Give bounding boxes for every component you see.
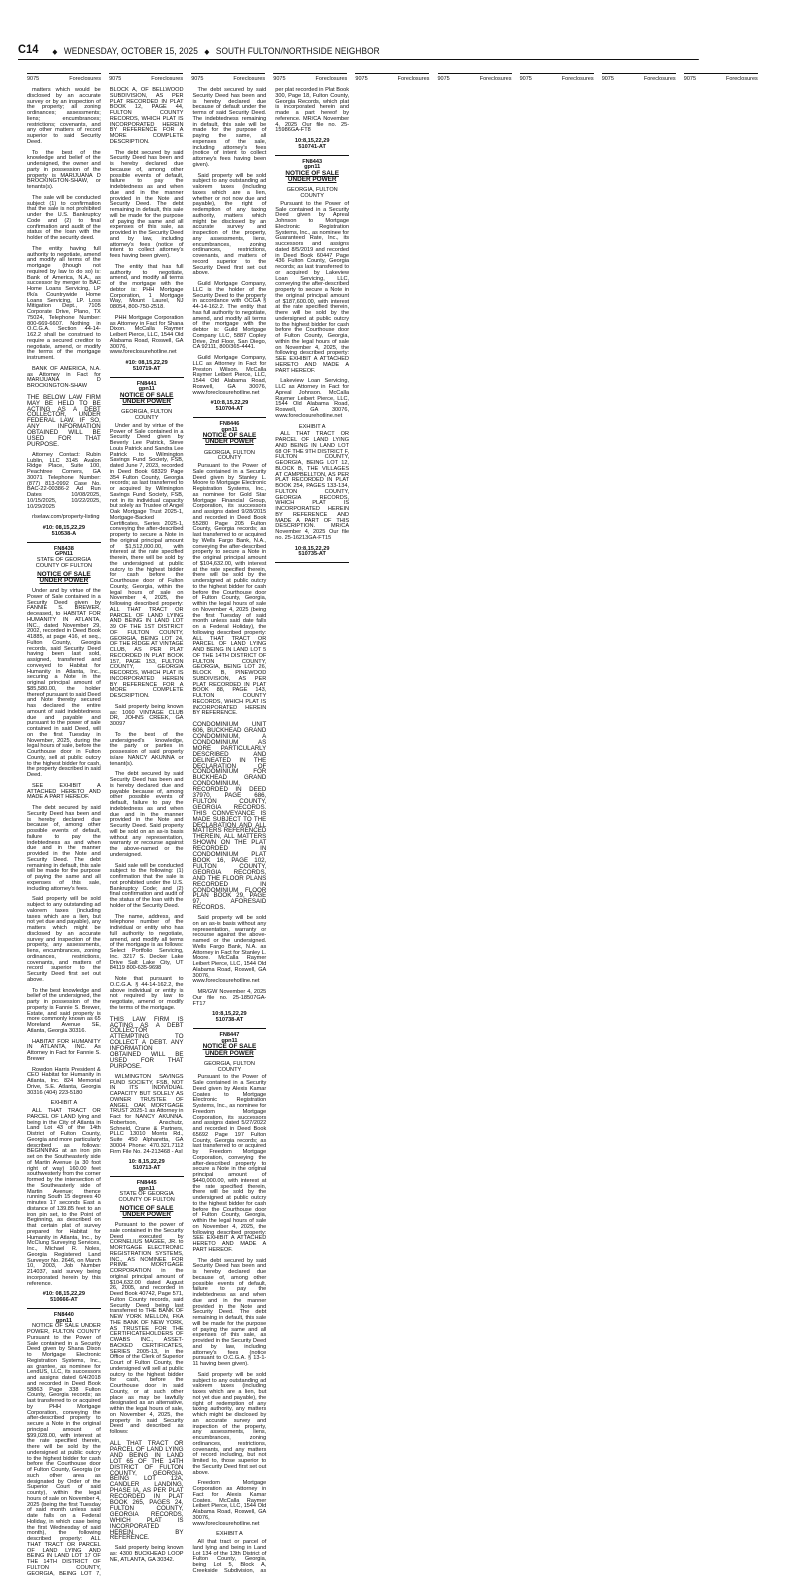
run-code: 510704-AT <box>215 406 244 412</box>
notice-paragraph: matters which would be disclosed by an accurate survey or by an inspection of the property; all zoning ordinances; assessments; liens; encumbrances; restrictions; covenants, and any other matters of record superior to said Security Deed. <box>27 87 101 145</box>
notice-paragraph: ALL THAT TRACT OR PARCEL OF LAND LYING AND BEING IN LAND LOT 65 OF THE 14TH DISTRICT OF FULTON COUNTY, GEORGIA, BEING LOT 12A, CANDLER LANDING, PHASE IA, AS PER PLAT RECORDED IN PLAT BOOK 265, PAGES 24, FULTON COUNTY, GEORGIA RECORDS, WHICH PLAT IS INCORPORATED HEREIN BY REFERENCE. <box>109 1439 184 1542</box>
notice-paragraph: EXHIBIT A <box>216 1531 243 1538</box>
notice-paragraph: GEORGIA, FULTON COUNTY <box>121 409 173 422</box>
column-header <box>273 73 347 82</box>
notice-paragraph: GEORGIA, FULTON COUNTY <box>286 187 338 200</box>
notice-paragraph: The entity that has full authority to negotiate, amend, and modify all terms of the mortgage with the debtor is: PHH Mortgage Corporation, 1 Mortgage Way, Mount Laurel, NJ 08054, 800-750-2518. <box>109 263 184 310</box>
legal-notice <box>193 422 267 1029</box>
page-number: C14 <box>18 42 39 56</box>
notice-paragraph: Pursuant to the power of sale contained in the Security Deed executed by CORNELIUS MAGEE, JR. to MORTGAGE ELECTRONIC REGISTRATION SYSTEMS, INC., AS NOMINEE FOR PRIME MORTGAGE CORPORATION in the original principal amount of $104,632.00 dated August 26, 2005, and recorded in Deed Book 40742, Page 571, Fulton County records, said Security Deed being last transferred to THE BANK OF NEW YORK MELLON, FKA THE BANK OF NEW YORK, AS TRUSTEE FOR THE CERTIFICATEHOLDERS OF CWABS INC., ASSET-BACKED CERTIFICATES, SERIES 2005-13, in the Office of the Clerk of Superior Court of Fulton County, the undersigned will sell at public outcry to the highest bidder for cash, before the Courthouse door in said County, or at such other place as may be lawfully designated as an alternative, within the legal hours of sale, on November 4, 2025, the property in said Security Deed and described as follows: <box>109 1222 184 1436</box>
notice-title: NOTICE OF SALE UNDER POWER <box>202 432 257 446</box>
column-header <box>191 73 265 82</box>
notice-paragraph: GEORGIA, FULTON COUNTY <box>203 1060 255 1073</box>
legal-notice <box>110 382 184 1177</box>
notice-paragraph: The debt secured by said Security Deed has been and is hereby declared due because of, among other possible events of default, failure to pay the indebtedness as and when due and in the manner provided in the Note and Security Deed. The debt remaining in default, this sale will be made for the purpose of paying the same and all expenses of this sale, including attorney's fees. <box>27 805 101 892</box>
legal-notice <box>27 88 101 543</box>
notice-id: FN8447 <box>219 1031 240 1038</box>
legal-notice <box>275 160 349 564</box>
classification-code: 9075 <box>601 76 614 82</box>
run-code: 10:8,15,22,29 <box>294 138 330 144</box>
foreclosure-notices <box>27 88 763 1578</box>
classification-code: 9075 <box>355 76 368 82</box>
classification-code: 9075 <box>273 76 286 82</box>
diamond-separator-icon: ◆ <box>204 49 210 56</box>
notice-paragraph: The debt secured by said Security Deed has been and is hereby declared due because of, among other possible events of default, failure to pay the indebtedness as and when due and in the manner provided in the Note and Security Deed. The debt remaining in default, this sale will be made for the purpose of paying the same and all expenses of this sale, as provided in the Security Deed and by law, including attorney's fees (notice pursuant to O.C.G.A. § 13-1-11 having been given). <box>192 1257 267 1368</box>
classification-label: Foreclosures <box>233 76 266 82</box>
notice-paragraph: WILMINGTON SAVINGS FUND SOCIETY, FSB, NOT IN ITS INDIVIDUAL CAPACITY BUT SOLELY AS OWNER TRUSTEE OF ANGEL OAK MORTGAGE TRUST 2025-1 as Attorney in Fact for NANCY AKUNNA. Robertson, Anschutz, Schneid, Crane & Partners, PLLC 13010 Morris Rd., Suite 450 Alpharetta, GA 30004 Phone: 470.321.7112 Firm File No. 24-213468 - AsI <box>109 1073 184 1155</box>
run-code: #10: 08,15,22,29 <box>42 525 86 532</box>
notice-id: gpn11 <box>221 426 238 433</box>
notice-title: NOTICE OF SALE UNDER POWER <box>119 392 174 406</box>
notice-paragraph: The entity having full authority to negotiate, amend and modify all terms of the mortgage (though not required by law to do so) is: Bank of America, N.A., as successor by merger to BAC Home Loans Servicing, LP f/k/a Countrywide Home Loans Servicing, LP. Loss Mitigation Dept., 7105 Corporate Drive, Plano, TX 75024, Telephone Number: 800-669-6607. Nothing in O.C.G.A. Section 44-14-162.2 shall be construed to require a secured creditor to negotiate, amend, or modify the terms of the mortgage instrument. <box>27 245 101 361</box>
notice-id: FN8438 <box>53 545 74 552</box>
run-code: 510666-AT <box>50 1297 78 1304</box>
run-code: 510538-A <box>51 530 77 537</box>
notice-id: gpn11 <box>55 1317 72 1324</box>
notice-paragraph: The debt secured by said Security Deed has been and is hereby declared due and payable because of, among other possible events of default, failure to pay the indebtedness as and when due and in the manner provided in the Note and Security Deed. Said property will be sold on an as-is basis without any representation, warranty or recourse against the above-named or the undersigned. <box>109 771 184 858</box>
notice-paragraph: THIS LAW FIRM IS ACTING AS A DEBT COLLECTOR ATTEMPTING TO COLLECT A DEBT. ANY INFORMATION OBTAINED WILL BE USED FOR THAT PURPOSE. <box>109 1015 184 1070</box>
notice-paragraph: rlselaw.com/property-listing <box>32 514 100 521</box>
run-code: 10: 8,15,22,29 <box>128 1159 165 1166</box>
classification-code: 9075 <box>27 76 40 82</box>
notice-paragraph: ALL THAT TRACT OR PARCEL OF LAND LYING AND BEING IN LAND LOT 68 OF THE 9TH DISTRICT F, FULTON COUNTY, GEORGIA, BEING LOT 12, BLOCK B, THE VILLAGES AT CAMPBELLTON, AS PER PLAT RECORDED IN PLAT BOOK 254, PAGES 133-134, FULTON COUNTY, GEORGIA RECORDS, WHICH PLAT IS INCORPORATED HEREIN BY REFERENCE AND MADE A PART OF THIS DESCRIPTION. MR/CA November 4, 2025 Our file no. 25-16213GA-FT15 <box>275 431 350 541</box>
column-header <box>27 73 101 82</box>
run-code: 510713-AT <box>132 1165 161 1172</box>
notice-id: FN8440 <box>53 1311 74 1318</box>
classification-label: Foreclosures <box>315 76 348 82</box>
notice-paragraph: Said property being known as: 4300 BUCKHEAD LOOP NE, ATLANTA, GA 30342. <box>109 1545 184 1563</box>
notice-paragraph: To the best of the undersigned's knowledge, the party or parties in possession of said property is/are NANCY AKUNNA or tenant(s). <box>109 731 184 767</box>
classification-label: Foreclosures <box>561 76 594 82</box>
classification-code: 9075 <box>683 76 697 82</box>
column-header <box>520 73 594 82</box>
classification-code: 9075 <box>437 76 450 82</box>
notice-paragraph: The debt secured by said Security Deed has been and is hereby declared due because of, among other possible events of default, failure to pay the indebtedness as and when due and in the manner provided in the Note and Security Deed. The debt remaining in default, this sale will be made for the purpose of paying the same and all expenses of this sale, as provided in the Security Deed and by law, including attorney's fees (notice of intent to collect attorney's fees having been given). <box>109 149 184 259</box>
notice-paragraph: ALL THAT TRACT OR PARCEL OF LAND lying and being in the City of Atlanta in Land Lot 43 of the 14th District of Fulton County, Georgia and more particularly described as follows: BEGINNING at an iron pin set on the Southeasterly side of Martin Avenue (a 30 foot right of way) 160.00 feet southwesterly from the corner formed by the intersection of the Southeasterly side of Martin Avenue; thence running South 15 degrees 40 minutes 17 seconds East a distance of 139.85 feet to an iron pin set, to the Point of Beginning, as described on that certain plat of survey prepared for Habitat for Humanity in Atlanta, Inc., by McClung Surveying Services, Inc., Michael R. Noles, Georgia Registered Land Surveyor No. 2646, on March 10, 2003, Job Number 214037, said survey being incorporated herein by this reference. <box>27 1108 101 1287</box>
notice-paragraph: NOTICE OF SALE UNDER POWER, FULTON COUNTY Pursuant to the Power of Sale contained in a Security Deed given by Shana Dixon to Mortgage Electronic Registration Systems, Inc., as grantee, as nominee for LendUS, LLC, its successors and assigns dated 6/4/2018 and recorded in Deed Book 58863 Page 338 Fulton County, Georgia records; as last transferred to or acquired by PHH Mortgage Corporation, conveying the after-described property to secure a Note in the original principal amount of $99,028.00, with interest at the rate specified therein, there will be sold by the undersigned at public outcry to the highest bidder for cash before the Courthouse door of Fulton County, Georgia (or such other area as designated by Order of the Superior Court of said county), within the legal hours of sale on November 4, 2025 (being the first Tuesday of said month unless said date falls on a Federal Holiday, in which case being the first Wednesday of said month), the following described property: ALL THAT TRACT OR PARCEL OF LAND LYING AND BEING IN LAND LOT 17 OF THE 14TH DISTRICT OF FULTON COUNTY, GEORGIA, BEING LOT 7, BLOCK A, OF BELLWOOD SUBDIVISION, AS PER PLAT RECORDED IN PLAT BOOK 12, PAGE 44, FULTON COUNTY RECORDS, WHICH PLAT IS INCORPORATED HEREIN BY REFERENCE FOR A MORE COMPLETE DESCRIPTION. <box>27 87 184 1577</box>
notice-paragraph: Said property will be sold subject to any outstanding ad valorem taxes (including taxes which are a lien, but not yet due and payable), any matters which might be disclosed by an accurate survey and inspection of the property, any assessments, liens, encumbrances, zoning ordinances, restrictions, covenants, and matters of record superior to the Security Deed first set out above. <box>27 896 101 983</box>
notice-id: FN8445 <box>136 1179 157 1186</box>
column-header <box>602 73 676 82</box>
notice-paragraph: Under and by virtue of the Power of Sale contained in a Security Deed given by Beverly Lee Patrick, Steve Louis Patrick and Sandra Lee Patrick to Wilmington Savings Fund Society, FSB, dated June 7, 2023, recorded in Deed Book 68329 Page 354 Fulton County, Georgia records; as last transferred to or acquired by Wilmington Savings Fund Society, FSB, not in its individual capacity but solely as Trustee of Angel Oak Mortgage Trust 2025-1, Mortgage-Backed Certificates, Series 2025-1, conveying the after-described property to secure a Note in the original principal amount of $1,512,000.00, with interest at the rate specified therein, there will be sold by the undersigned at public outcry to the highest bidder for cash before the Courthouse door of Fulton County, Georgia, within the legal hours of sale on November 4, 2025, the following described property: ALL THAT TRACT OR PARCEL OF LAND LYING AND BEING IN LAND LOT 39 OF THE 1ST DISTRICT OF FULTON COUNTY, GEORGIA, BEING LOT 24, OF THE RIDGE AT VINTAGE CLUB, AS PER PLAT RECORDED IN PLAT BOOK 157, PAGE 153, FULTON COUNTY, GEORGIA RECORDS, WHICH PLAT IS INCORPORATED HEREIN BY REFERENCE FOR A MORE COMPLETE DESCRIPTION. <box>109 422 184 700</box>
classification-label: Foreclosures <box>726 76 758 82</box>
notice-title: NOTICE OF SALE UNDER POWER <box>285 170 339 184</box>
publication-date: WEDNESDAY, OCTOBER 15, 2025 <box>63 46 198 56</box>
notice-paragraph: To the best knowledge and belief of the undersigned, the party in possession of the property is Fannie S. Brewer, Estate, and said property is more commonly known as 65 Moreland Avenue SE, Atlanta, Georgia 30316. <box>27 987 101 1034</box>
classification-label: Foreclosures <box>643 76 676 82</box>
run-code: 510738-AT <box>215 1017 244 1024</box>
notice-paragraph: Pursuant to the Power of Sale contained in a Security Deed given by Alexis Kamar Coates to Mortgage Electronic Registration Systems, Inc., as nominee for Freedom Mortgage Corporation, its successors and assigns dated 5/27/2022 and recorded in Deed Book 65692 Page 197 Fulton County, Georgia records; as last transferred to or acquired by Freedom Mortgage Corporation, conveying the after-described property to secure a Note in the original principal amount of $440,000.00, with interest at the rate specified therein, there will be sold by the undersigned at public outcry to the highest bidder for cash before the Courthouse door of Fulton County, Georgia, within the legal hours of sale on November 4, 2025, the following described property: SEE EXHIBIT A ATTACHED HERETO AND MADE A PART HEREOF. <box>192 1074 267 1253</box>
run-code: 10:8,15,22,29 <box>212 1011 247 1018</box>
notice-paragraph: Under and by virtue of the Power of Sale contained in a Security Deed given by FANNIE S. BREWER, deceased, to HABITAT FOR HUMANITY IN ATLANTA, INC., dated November 29, 2002, recorded in Deed Book 41885, at page 416, et seq., Fulton County, Georgia records, said Security Deed having been last sold, assigned, transferred and conveyed to Habitat for Humanity in Atlanta, Inc., securing a Note in the original principal amount of $85,580.00, the holder thereof pursuant to said Deed and Note thereby secured has declared the entire amount of said indebtedness due and payable and pursuant to the power of sale contained in said Deed, will on the first Tuesday in November, 2025, during the legal hours of sale, before the Courthouse door in Fulton County, sell at public outcry to the highest bidder for cash, the property described in said Deed. <box>27 588 101 779</box>
notice-id: gpn11 <box>304 164 321 171</box>
notice-paragraph: Attorney Contact: Rubin Lublin, LLC 3145 Avalon Ridge Place, Suite 100, Peachtree Corners, GA 30071 Telephone Number: (877) 813-0992 Case No. BAC-22-00386-2 Ad Run Dates 10/08/2025, 10/15/2025, 10/22/2025, 10/29/2025 <box>27 451 101 510</box>
notice-paragraph: Rowdon Harris President & CEO Habitat for Humanity in Atlanta, Inc. 824 Memorial Drive, S.E. Atlanta, Georgia 30316 (404) 223-5180 <box>27 1066 101 1096</box>
run-code: 510719-AT <box>132 365 161 372</box>
notice-paragraph: STATE OF GEORGIA COUNTY OF FULTON <box>118 1191 175 1204</box>
classification-label: Foreclosures <box>479 76 512 82</box>
classification-code: 9075 <box>191 76 204 82</box>
classification-code: 9075 <box>519 76 532 82</box>
run-code: #10: 08,15,22,29 <box>42 1291 86 1298</box>
notice-id: GPN11 <box>54 551 73 558</box>
notice-title: NOTICE OF SALE UNDER POWER <box>202 1043 257 1057</box>
notice-paragraph: Guild Mortgage Company, LLC is the holder of the Security Deed to the property in accordance with OCGA § 44-14-162.2. The entity that has full authority to negotiate, amend, and modify all terms of the mortgage with the debtor is: Guild Mortgage Company LLC, 5887 Copley Drive, 2nd Floor, San Diego, CA 92111, 800/365-4441. <box>192 281 267 351</box>
notice-paragraph: Said property will be sold subject to any outstanding ad valorem taxes (including taxes which are a lien, whether or not now due and payable), the right of redemption of any taxing authority, matters which might be disclosed by an accurate survey and inspection of the property, any assessments, liens, encumbrances, zoning ordinances, restrictions, covenants, and matters of record superior to the Security Deed first set out above. <box>192 172 267 277</box>
run-code: 510735-AT <box>298 551 326 558</box>
notice-paragraph: MR/GW November 4, 2025 Our file no. 25-18507GA-FT17 <box>192 989 267 1007</box>
notice-paragraph: CONDOMINIUM UNIT 606, BUCKHEAD GRAND CONDOMINIUM, A CONDOMINIUM AS MORE PARTICULARLY DESCRIBED AND DELINEATED IN THE DECLARATION OF CONDOMINIUM FOR BUCKHEAD GRAND CONDOMINIUM, RECORDED IN DEED 37970, PAGE 686, FULTON COUNTY, GEORGIA RECORDS. THIS CONVEYANCE IS MADE SUBJECT TO THE DECLARATION AND ALL MATTERS REFERENCED THEREIN, ALL MATTERS SHOWN ON THE PLAT RECORDED IN CONDOMINIUM PLAT BOOK 16, PAGE 102, FULTON COUNTY, GEORGIA RECORDS, AND THE FLOOR PLANS RECORDED IN CONDOMINIUM FLOOR PLAN BOOK 29, PAGE 97, AFORESAID RECORDS. <box>192 721 267 912</box>
notice-paragraph: To the best of the knowledge and belief of the undersigned, the owner and party in possession of the property is MARIJUANA D BROCKINGTON-SHAW, or tenants(s). <box>27 149 101 190</box>
notice-paragraph: HABITAT FOR HUMANITY IN ATLANTA, INC. As Attorney in Fact for Fannie S. Brewer <box>27 1038 101 1062</box>
column-header <box>438 73 512 82</box>
column-header <box>355 73 429 82</box>
notice-title: NOTICE OF SALE UNDER POWER <box>37 570 91 584</box>
page-masthead <box>18 38 699 60</box>
notice-paragraph: The name, address, and telephone number of the individual or entity who has full authority to negotiate, amend, and modify all terms of the mortgage is as follows: Select Portfolio Servicing, Inc. 3217 S. Decker Lake Drive Salt Lake City, UT 84119 800-635-9698 <box>109 913 184 972</box>
notice-paragraph: All that tract or parcel of land lying and being in Land Lot 134 of the 13th District of Fulton County, Georgia, being Lot 5, Block A, Creekside Subdivision, as per plat recorded in Plat Book 300, Page 18, Fulton County, Georgia Records, which plat is incorporated herein and made a part hereof by reference. MR/CA November 4, 2025 Our file no. 25-15986GA-FT8 <box>192 87 350 1574</box>
notice-id: gpn11 <box>221 1037 238 1044</box>
column-header <box>684 73 758 82</box>
classification-label: Foreclosures <box>151 76 184 82</box>
notice-id: gpn11 <box>138 1185 155 1192</box>
notice-paragraph: BANK OF AMERICA, N.A. as Attorney in Fact for MARIJUANA D BROCKINGTON-SHAW <box>27 365 101 389</box>
notice-paragraph: Note that pursuant to O.C.G.A. § 44-14-162.2, the above individual or entity is not required by law to negotiate, amend or modify the terms of the mortgage. <box>109 976 184 1011</box>
notice-paragraph: EXHIBIT A <box>298 423 326 430</box>
classification-label: Foreclosures <box>397 76 430 82</box>
notice-id: FN8441 <box>136 380 157 387</box>
run-code: 10:8,15,22,29 <box>294 545 330 552</box>
notice-paragraph: The debt secured by said Security Deed has been and is hereby declared due because of default under the terms of said Security Deed. The indebtedness remaining in default, this sale will be made for the purpose of paying the same, all expenses of the sale, including attorney's fees (notice of intent to collect attorney's fees having been given). <box>192 87 267 168</box>
notice-paragraph: GEORGIA, FULTON COUNTY <box>203 449 255 462</box>
notice-paragraph: Said property being known as: 1060 VINTAGE CLUB DR, JOHNS CREEK, GA 30097 <box>109 703 184 728</box>
run-code: #10:8,15,22,29 <box>210 400 249 407</box>
diamond-separator-icon: ◆ <box>52 49 58 56</box>
notice-paragraph: Guild Mortgage Company, LLC as Attorney in Fact for Preston Wilson. McCalla Raymer Leibert Pierce, LLC, 1544 Old Alabama Road, Roswell, GA 30076, www.foreclosurehotline.net <box>192 355 267 396</box>
notice-paragraph: STATE OF GEORGIA COUNTY OF FULTON <box>35 557 93 569</box>
notice-paragraph: Lakeview Loan Servicing, LLC as Attorney in Fact for Apreal Johnson. McCalla Raymer Leibert Pierce, LLC, 1544 Old Alabama Road, Roswell, GA 30076, www.foreclosurehotline.net <box>275 378 350 419</box>
notice-paragraph: Freedom Mortgage Corporation as Attorney in Fact for Alexis Kamar Coates. McCalla Raymer Leibert Pierce, LLC, 1544 Old Alabama Road, Roswell, GA 30076, www.foreclosurehotline.net <box>192 1480 267 1527</box>
notice-paragraph: PHH Mortgage Corporation as Attorney in Fact for Shana Dixon. McCalla Raymer Leibert Pierce, LLC, 1544 Old Alabama Road, Roswell, GA 30076, www.foreclosurehotline.net <box>109 314 184 356</box>
notice-id: gpn11 <box>138 386 155 393</box>
run-code: #10: 08,15,22,29 <box>125 360 168 366</box>
notice-id: FN8443 <box>302 158 323 165</box>
notice-paragraph: Said sale will be conducted subject to the following: (1) confirmation that the sale is not prohibited under the U.S. Bankruptcy Code; and (2) final confirmation and audit of the status of the loan with the holder of the Security Deed. <box>109 862 184 909</box>
run-code: 510741-AT <box>298 143 326 150</box>
column-header <box>109 73 183 82</box>
section-name: SOUTH FULTON/NORTHSIDE NEIGHBOR <box>215 46 380 56</box>
notice-paragraph: Pursuant to the Power of Sale contained in a Security Deed given by Stanley L. Moore to Mortgage Electronic Registration Systems, Inc., as nominee for Gold Star Mortgage Financial Group, Corporation, its successors and assigns dated 9/28/2015 and recorded in Deed Book 55280 Page 205 Fulton County, Georgia records; as last transferred to or acquired by Wells Fargo Bank, N.A., conveying the after-described property to secure a Note in the original principal amount of $104,632.00, with interest at the rate specified therein, there will be sold by the undersigned at public outcry to the highest bidder for cash before the Courthouse door of Fulton County, Georgia, within the legal hours of sale on November 4, 2025 (being the first Tuesday of said month unless said date falls on a Federal Holiday), the following described property: ALL THAT TRACT OR PARCEL OF LAND LYING AND BEING IN LAND LOT 5 OF THE 14TH DISTRICT OF FULTON COUNTY, GEORGIA, BEING LOT 26, BLOCK B, PINEWOOD SUBDIVISION, AS PER PLAT RECORDED IN PLAT BOOK 88, PAGE 143, FULTON COUNTY RECORDS, WHICH PLAT IS INCORPORATED HEREIN BY REFERENCE. <box>192 463 267 717</box>
legal-notice <box>27 547 101 1309</box>
notice-id: FN8446 <box>219 420 240 427</box>
notice-paragraph: EXHIBIT A <box>50 1100 78 1107</box>
notice-paragraph: SEE EXHIBIT A ATTACHED HERETO AND MADE A PART HEREOF. <box>27 782 101 801</box>
notice-paragraph: Said property will be sold subject to any outstanding ad valorem taxes (including taxes which are a lien, but not yet due and payable), the right of redemption of any taxing authority, any matters which might be disclosed by an accurate survey and inspection of the property, any assessments, liens, encumbrances, zoning ordinances, restrictions, covenants, and any matters of record including, but not limited to, those superior to the Security Deed first set out above. <box>192 1371 267 1476</box>
notice-paragraph: Pursuant to the Power of Sale contained in a Security Deed given by Apreal Johnson to Mortgage Electronic Registration Systems, Inc., as nominee for Guaranteed Rate, Inc., its successors and assigns dated 8/5/2019 and recorded in Deed Book 60447 Page 436 Fulton County, Georgia records; as last transferred to or acquired by Lakeview Loan Servicing, LLC, conveying the after-described property to secure a Note in the original principal amount of $187,600.00, with interest at the rate specified therein, there will be sold by the undersigned at public outcry to the highest bidder for cash before the Courthouse door of Fulton County, Georgia, within the legal hours of sale on November 4, 2025, the following described property: SEE EXHIBIT A ATTACHED HERETO AND MADE A PART HEREOF. <box>275 200 350 374</box>
classification-label: Foreclosures <box>69 76 101 82</box>
classification-code: 9075 <box>109 76 122 82</box>
notice-paragraph: Said property will be sold on an as-is basis without any representation, warranty or recourse against the above-named or the undersigned. Wells Fargo Bank, N.A. as Attorney in Fact for Stanley L. Moore. McCalla Raymer Leibert Pierce, LLC, 1544 Old Alabama Road, Roswell, GA 30076, www.foreclosurehotline.net <box>192 915 267 985</box>
notice-title: NOTICE OF SALE UNDER POWER <box>119 1204 174 1219</box>
notice-paragraph: The sale will be conducted subject (1) to confirmation that the sale is not prohibited under the U.S. Bankruptcy Code and (2) to final confirmation and audit of the status of the loan with the holder of the security deed. <box>27 194 101 241</box>
notice-paragraph: THE BELOW LAW FIRM MAY BE HELD TO BE ACTING AS A DEBT COLLECTOR, UNDER FEDERAL LAW. IF SO, ANY INFORMATION OBTAINED WILL BE USED FOR THAT PURPOSE. <box>27 393 101 448</box>
